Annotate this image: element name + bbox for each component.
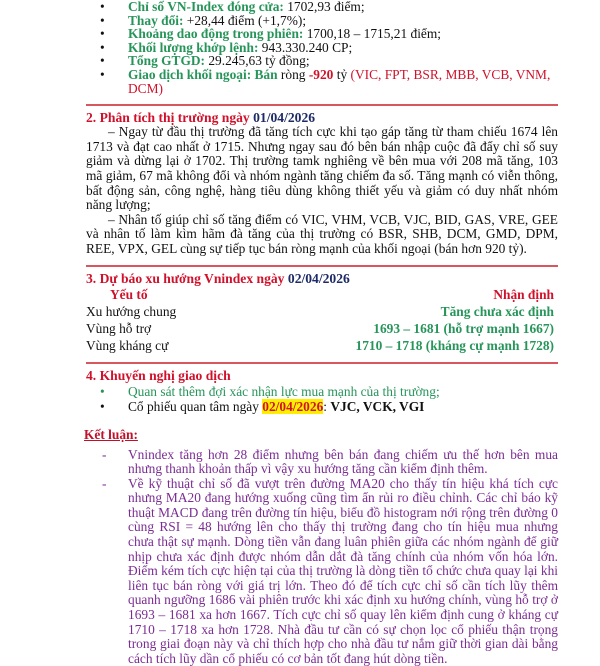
conclusion-list	[86, 448, 558, 666]
section-2-title: 2. Phân tích thị trường ngày 01/04/2026	[86, 110, 558, 125]
header-assessment: Nhận định	[232, 286, 554, 303]
recommendation-item: • Cổ phiếu quan tâm ngày 02/04/2026: VJC, VCK, VGI	[86, 399, 558, 414]
conclusion-title: Kết luận:	[84, 427, 558, 442]
market-summary-list	[86, 0, 558, 95]
divider	[86, 362, 558, 364]
summary-item: • Tổng GTGD: 29.245,63 tỷ đồng;	[86, 54, 558, 68]
analysis-paragraph: – Nhân tố giúp chỉ số tăng điểm có VIC, VHM, VCB, VJC, BID, GAS, VRE, GEE và nhân tố làm kìm hãm đà tăng của thị trường có BSR, SHB, DCM, GMD, DPM, REE, VPX, GEL cùng sự tiếp tục bán ròng mạnh của khối ngoại (bán hơn 920 tỷ).	[86, 213, 558, 257]
table-row: Vùng kháng cự 1710 – 1718 (kháng cự mạnh 1728)	[86, 337, 554, 354]
analysis-paragraph: – Ngay từ đầu thị trường đã tăng tích cực khi tạo gáp tăng từ tham chiếu 1674 lên 1713 và đạt cao nhất ở 1715. Nhưng ngay sau đó bên bán nhập cuộc đã đẩy chỉ số suy giảm và dừng lại ở 1702. Thị trường tamk nghiêng về bên mua với 208 mã tăng, 103 mã giảm, 67 mã không đổi và nhóm ngành tăng chiếm đa số. Tăng mạnh có viễn thông, bất động sản, công nghệ, hàng tiêu dùng không thiết yếu và giảm có duy nhất nhóm năng lượng;	[86, 125, 558, 213]
recommendation-list	[86, 384, 558, 414]
summary-item: • Khối lượng khớp lệnh: 943.330.240 CP;	[86, 41, 558, 55]
table-row: Xu hướng chung Tăng chưa xác định	[86, 303, 554, 320]
divider	[86, 104, 558, 106]
header-factor: Yếu tố	[86, 286, 232, 303]
divider	[86, 265, 558, 267]
report-page	[86, 0, 558, 666]
summary-item: • Thay đổi: +28,44 điểm (+1,7%);	[86, 14, 558, 28]
table-header	[86, 286, 554, 303]
summary-item: • Chỉ số VN-Index đóng cửa: 1702,93 điểm;	[86, 0, 558, 14]
conclusion-item: - Vnindex tăng hơn 28 điểm nhưng bên bán đang chiếm ưu thế hơn bên mua nhưng thanh khoản thấp vì vậy xu hướng tăng cần kiểm định thêm.	[86, 448, 558, 477]
section-4-title: 4. Khuyến nghị giao dịch	[86, 368, 558, 383]
summary-item: • Khoảng dao động trong phiên: 1700,18 – 1715,21 điểm;	[86, 27, 558, 41]
recommendation-item: • Quan sát thêm đợi xác nhận lực mua mạnh của thị trường;	[86, 384, 558, 399]
conclusion-item: - Về kỹ thuật chỉ số đã vượt trên đường MA20 cho thấy tín hiệu khá tích cực nhưng MA20 đang hướng xuống cũng tìm ẩn rủi ro điều chỉnh. Các chỉ báo kỹ thuật MACD đang trên đường tín hiệu, biểu đồ histogram nới rộng trên đường 0 cùng RSI = 48 hướng lên cho thấy thị trường đang cho tín hiệu mua nhưng chưa thật sự mạnh. Dòng tiền vẫn đang luân phiên giữa các nhóm ngành để giữ nhịp chưa xác định được nhóm dẫn dắt đà tăng chính của nhóm vốn hóa lớn. Điểm kém tích cực hiện tại của thị trường là dòng tiền tổ chức chưa quay lại khi liên tục bán ròng với giá trị lớn. Theo đó để tích cực chỉ số cần tích lũy thêm quanh ngưỡng 1686 vài phiên trước khi xác định xu hướng chính, vùng hỗ trợ ở 1693 – 1681 xa hơn 1667. Tích cực chỉ số quay lên kiểm định cung ở kháng cự 1710 – 1718 xa hơn 1728. Nhà đầu tư cần có sự chọn lọc cổ phiếu thận trọng trong giai đoạn này và chỉ thích hợp cho nhà đầu tư nắm giữ thời gian dài bằng cách tích lũy dần cổ phiếu có cơ bản tốt đang hút dòng tiền.	[86, 477, 558, 666]
forecast-table	[86, 286, 554, 354]
section-3-title: 3. Dự báo xu hướng Vnindex ngày 02/04/2026	[86, 271, 558, 286]
foreign-trading-item: • Giao dịch khối ngoại: Bán ròng -920 tỷ (VIC, FPT, BSR, MBB, VCB, VNM, DCM)	[86, 68, 558, 95]
table-row: Vùng hỗ trợ 1693 – 1681 (hỗ trợ mạnh 1667)	[86, 320, 554, 337]
